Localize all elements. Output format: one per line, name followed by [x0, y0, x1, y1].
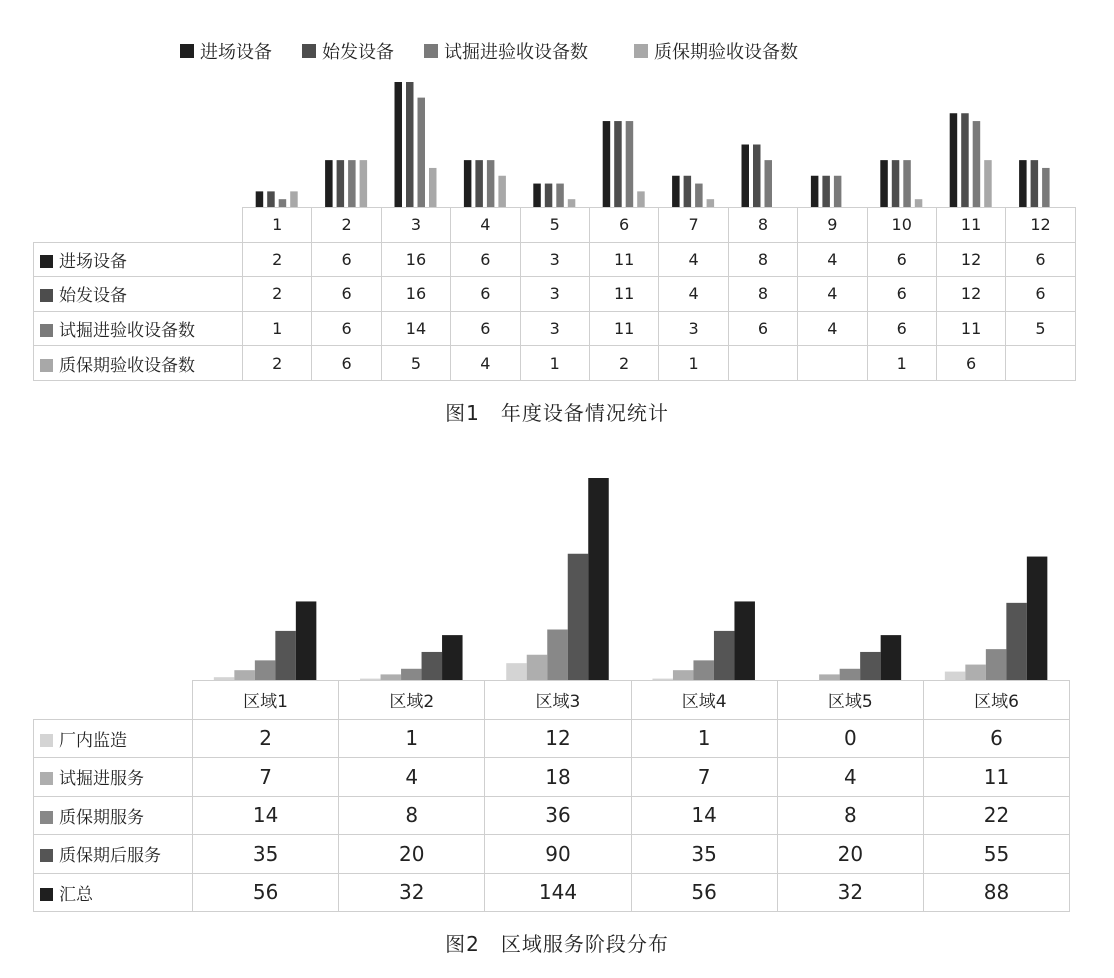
bar-质保期后服务-区域2	[422, 652, 443, 680]
bar-试掘进服务-区域3	[527, 655, 548, 680]
table-row	[34, 835, 1070, 874]
data-cell: 6	[867, 242, 936, 277]
data-cell: 8	[777, 796, 923, 835]
bar-汇总-区域5	[881, 635, 902, 680]
bar-质保期后服务-区域1	[275, 631, 296, 680]
data-cell: 2	[243, 346, 312, 381]
category-label-区域6: 区域6	[923, 681, 1069, 720]
series-label: 试掘进服务	[34, 758, 193, 797]
bar-质保期服务-区域6	[986, 649, 1007, 680]
chart2-caption-label: 图2	[445, 932, 480, 956]
data-cell: 16	[381, 242, 450, 277]
data-cell: 6	[312, 346, 381, 381]
data-cell: 11	[923, 758, 1069, 797]
data-cell: 16	[381, 277, 450, 312]
category-label-区域3: 区域3	[485, 681, 631, 720]
data-cell: 11	[589, 277, 658, 312]
table-row	[34, 873, 1070, 912]
category-label-3: 3	[381, 208, 450, 243]
series-label: 进场设备	[34, 242, 243, 277]
table-header-row	[34, 681, 1070, 720]
bar-汇总-区域2	[442, 635, 463, 680]
data-cell: 6	[312, 242, 381, 277]
bar-厂内监造-区域3	[506, 663, 527, 680]
bar-汇总-区域4	[734, 601, 755, 680]
series-label: 汇总	[34, 873, 193, 912]
data-cell: 20	[339, 835, 485, 874]
data-cell: 55	[923, 835, 1069, 874]
data-cell: 3	[520, 311, 589, 346]
data-cell: 4	[451, 346, 520, 381]
bar-汇总-区域6	[1027, 557, 1048, 680]
data-cell: 6	[728, 311, 797, 346]
series-swatch	[40, 849, 53, 862]
data-cell: 32	[777, 873, 923, 912]
table-corner	[34, 681, 193, 720]
chart2-caption	[0, 928, 1114, 957]
category-label-9: 9	[798, 208, 867, 243]
data-cell: 4	[339, 758, 485, 797]
data-cell: 20	[777, 835, 923, 874]
data-cell: 6	[923, 719, 1069, 758]
series-label: 质保期服务	[34, 796, 193, 835]
chart1-caption-label: 图1	[445, 401, 480, 425]
table-row	[34, 758, 1070, 797]
data-cell: 3	[520, 242, 589, 277]
category-label-6: 6	[589, 208, 658, 243]
category-label-区域4: 区域4	[631, 681, 777, 720]
data-cell: 6	[936, 346, 1005, 381]
bar-质保期服务-区域1	[255, 660, 276, 680]
category-label-1: 1	[243, 208, 312, 243]
bar-质保期后服务-区域6	[1006, 603, 1027, 680]
data-cell: 18	[485, 758, 631, 797]
series-swatch	[40, 888, 53, 901]
data-cell: 0	[777, 719, 923, 758]
data-cell: 6	[867, 311, 936, 346]
bar-质保期后服务-区域3	[568, 554, 589, 680]
data-cell: 6	[1006, 242, 1075, 277]
data-cell: 4	[798, 277, 867, 312]
data-cell: 14	[193, 796, 339, 835]
category-label-12: 12	[1006, 208, 1075, 243]
bar-质保期服务-区域5	[840, 669, 861, 680]
data-cell: 6	[1006, 277, 1075, 312]
chart2-data-table	[33, 680, 1070, 912]
legend-label: 质保期验收设备数	[654, 42, 798, 63]
series-swatch	[40, 811, 53, 824]
data-cell: 6	[867, 277, 936, 312]
bar-质保期后服务-区域4	[714, 631, 735, 680]
chart1-caption-text: 年度设备情况统计	[500, 401, 669, 425]
bar-试掘进服务-区域1	[234, 670, 255, 680]
data-cell: 2	[243, 277, 312, 312]
category-label-2: 2	[312, 208, 381, 243]
data-cell: 14	[381, 311, 450, 346]
bar-质保期后服务-区域5	[860, 652, 881, 680]
data-cell: 6	[451, 277, 520, 312]
data-cell: 1	[631, 719, 777, 758]
data-cell: 3	[520, 277, 589, 312]
category-label-4: 4	[451, 208, 520, 243]
data-cell: 12	[485, 719, 631, 758]
data-cell: 7	[631, 758, 777, 797]
table-row	[34, 796, 1070, 835]
data-cell: 2	[243, 242, 312, 277]
data-cell: 32	[339, 873, 485, 912]
data-cell: 35	[631, 835, 777, 874]
data-cell: 56	[631, 873, 777, 912]
data-cell: 4	[659, 242, 728, 277]
data-cell: 7	[193, 758, 339, 797]
data-cell: 1	[659, 346, 728, 381]
data-cell: 4	[659, 277, 728, 312]
data-cell: 56	[193, 873, 339, 912]
data-cell: 5	[381, 346, 450, 381]
bar-质保期服务-区域2	[401, 669, 422, 680]
data-cell: 4	[777, 758, 923, 797]
data-cell: 8	[728, 242, 797, 277]
data-cell: 6	[451, 242, 520, 277]
category-label-区域1: 区域1	[193, 681, 339, 720]
data-cell: 1	[867, 346, 936, 381]
data-cell: 36	[485, 796, 631, 835]
bar-汇总-区域3	[588, 478, 609, 680]
chart2-caption-text: 区域服务阶段分布	[500, 932, 669, 956]
series-swatch	[40, 734, 53, 747]
data-cell: 88	[923, 873, 1069, 912]
data-cell: 144	[485, 873, 631, 912]
data-cell: 4	[798, 311, 867, 346]
category-label-5: 5	[520, 208, 589, 243]
bar-质保期服务-区域3	[547, 630, 568, 681]
data-cell: 3	[659, 311, 728, 346]
data-cell: 12	[936, 277, 1005, 312]
data-cell: 6	[451, 311, 520, 346]
series-label: 厂内监造	[34, 719, 193, 758]
data-cell: 12	[936, 242, 1005, 277]
category-label-11: 11	[936, 208, 1005, 243]
bar-厂内监造-区域6	[945, 672, 966, 680]
data-cell: 6	[312, 311, 381, 346]
category-label-区域2: 区域2	[339, 681, 485, 720]
data-cell: 11	[589, 311, 658, 346]
legend-label: 进场设备	[200, 42, 272, 63]
data-cell: 2	[589, 346, 658, 381]
data-cell: 5	[1006, 311, 1075, 346]
bar-汇总-区域1	[296, 601, 317, 680]
data-cell: 11	[589, 242, 658, 277]
data-cell: 1	[520, 346, 589, 381]
bar-试掘进服务-区域6	[965, 665, 986, 680]
category-label-10: 10	[867, 208, 936, 243]
data-cell: 6	[312, 277, 381, 312]
category-label-区域5: 区域5	[777, 681, 923, 720]
series-label: 试掘进验收设备数	[34, 311, 243, 346]
data-cell: 90	[485, 835, 631, 874]
series-label: 质保期验收设备数	[34, 346, 243, 381]
data-cell: 1	[243, 311, 312, 346]
data-cell: 14	[631, 796, 777, 835]
data-cell: 1	[339, 719, 485, 758]
data-cell: 35	[193, 835, 339, 874]
data-cell: 11	[936, 311, 1005, 346]
bar-试掘进服务-区域4	[673, 670, 694, 680]
data-cell: 2	[193, 719, 339, 758]
data-cell: 4	[798, 242, 867, 277]
series-label: 质保期后服务	[34, 835, 193, 874]
bar-质保期服务-区域4	[693, 660, 714, 680]
data-cell: 22	[923, 796, 1069, 835]
data-cell: 8	[339, 796, 485, 835]
table-row	[34, 719, 1070, 758]
series-label: 始发设备	[34, 277, 243, 312]
category-label-7: 7	[659, 208, 728, 243]
legend-label: 始发设备	[322, 42, 394, 63]
series-swatch	[40, 772, 53, 785]
legend-label: 试掘进验收设备数	[444, 42, 588, 63]
data-cell: 8	[728, 277, 797, 312]
category-label-8: 8	[728, 208, 797, 243]
